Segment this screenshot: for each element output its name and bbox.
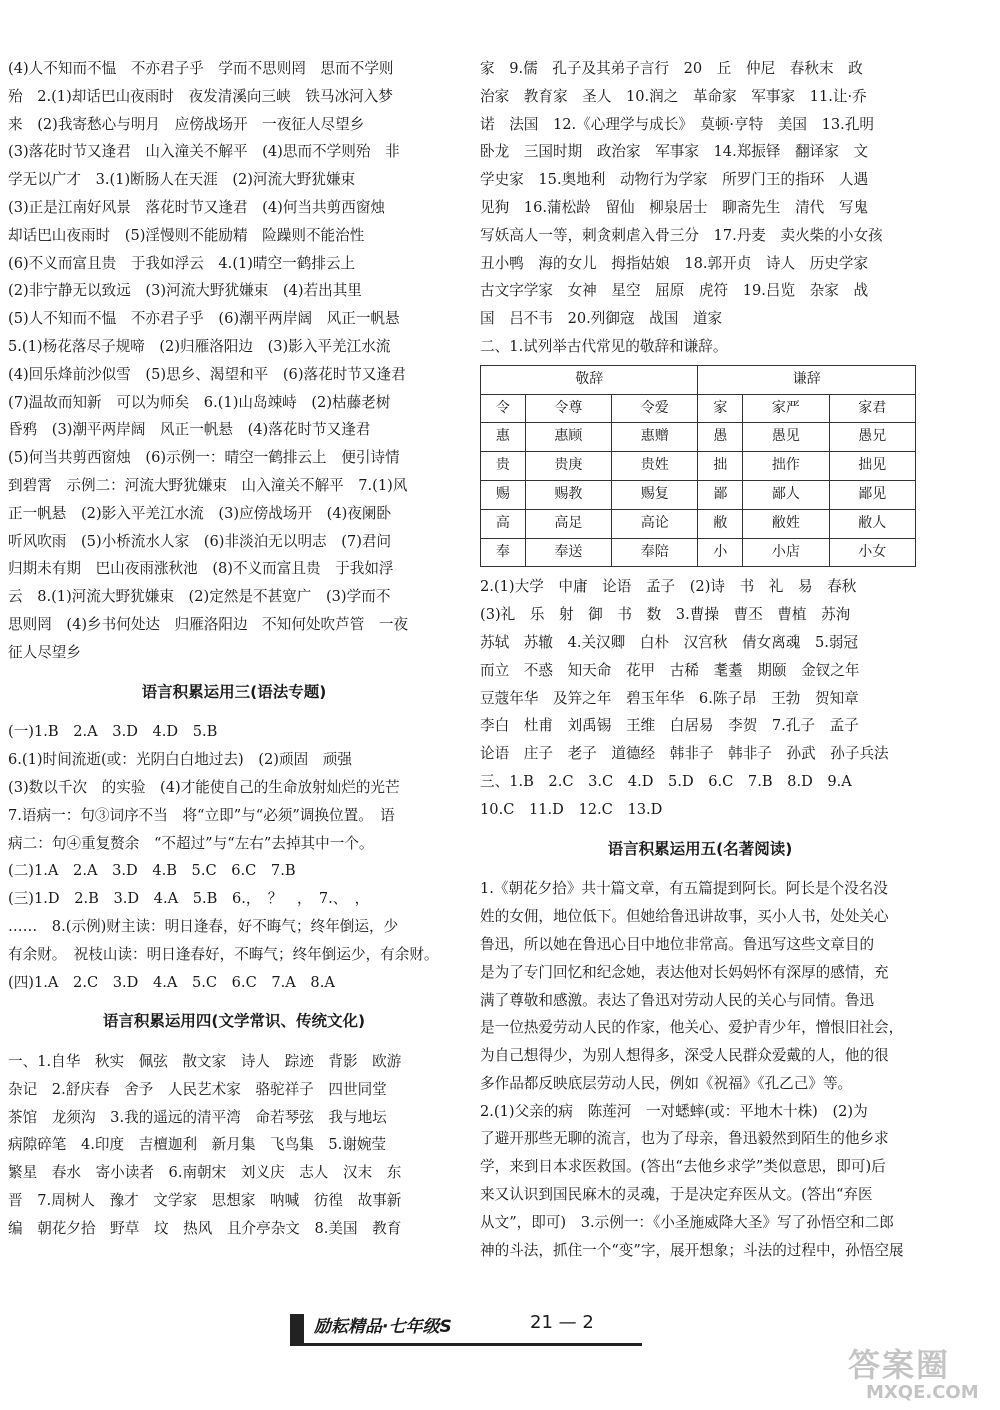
- table-cell: 鄙见: [829, 480, 915, 509]
- table-cell: 贵: [481, 452, 526, 481]
- table-cell: 愚: [698, 423, 743, 452]
- answer-line: 见狗 16.蒲松龄 留仙 柳泉居士 聊斋先生 清代 写鬼: [480, 198, 869, 216]
- table-cell: 赐: [481, 480, 526, 509]
- table-cell: 高: [481, 509, 526, 538]
- answer-line: 苏轼 苏辙 4.关汉卿 白朴 汉宫秋 倩女离魂 5.弱冠: [480, 633, 859, 651]
- answer-line: (3)正是江南好风景 落花时节又逢君 (4)何当共剪西窗烛: [8, 198, 386, 216]
- answer-line: 鲁迅，所以她在鲁迅心目中地位非常高。鲁迅写这些文章目的: [480, 935, 875, 953]
- table-cell: 贵庚: [525, 452, 611, 481]
- table-cell: 赐复: [612, 480, 698, 509]
- answer-line: (3)礼 乐 射 御 书 数 3.曹操 曹丕 曹植 苏洵: [480, 606, 851, 624]
- table-cell: 愚兄: [829, 423, 915, 452]
- table-row: [481, 423, 916, 452]
- table-head-respect: 敬辞: [481, 365, 698, 394]
- answer-line: 1.《朝花夕拾》共十篇文章，有五篇提到阿长。阿长是个没名没: [480, 880, 888, 898]
- answer-line: 为自己想得少，为别人想得多，深受人民群众爱戴的人，他的很: [480, 1047, 889, 1065]
- answer-line: 写妖高人一等，刺贪刺虐入骨三分 17.丹麦 卖火柴的小女孩: [480, 226, 883, 244]
- footer-rule: [290, 1343, 642, 1346]
- section-title-3: 语言积累运用三(语法专题): [141, 682, 327, 701]
- table-cell: 奉送: [525, 538, 611, 567]
- honorific-table: [480, 365, 916, 568]
- table-row: [481, 480, 916, 509]
- table-row: [481, 509, 916, 538]
- answer-line: 杂记 2.舒庆春 舍予 人民艺术家 骆驼祥子 四世同堂: [8, 1080, 387, 1098]
- table-cell: 敝姓: [743, 509, 829, 538]
- table-intro: 二、1.试列举古代常见的敬辞和谦辞。: [480, 337, 728, 355]
- answer-line: (4)回乐烽前沙似雪 (5)思乡、渴望和平 (6)落花时节又逢君: [8, 365, 406, 383]
- answer-line: (二)1.A 2.A 3.D 4.B 5.C 6.C 7.B: [8, 862, 296, 880]
- watermark-text: 答案圈: [848, 1346, 951, 1384]
- answer-line: 7.语病一：句③词序不当 将“立即”与“必须”调换位置。 语: [8, 806, 395, 824]
- section-title-5: 语言积累运用五(名著阅读): [607, 839, 793, 858]
- answer-line: 学无以广才 3.(1)断肠人在天涯 (2)河流大野犹嫌束: [8, 171, 356, 189]
- table-cell: 贵姓: [612, 452, 698, 481]
- answer-line: 一、1.自华 秋实 佩弦 散文家 诗人 踪迹 背影 欧游: [8, 1053, 402, 1071]
- answer-line: 学，来到日本求医救国。(答出“去他乡求学”类似意思，即可)后: [480, 1158, 886, 1176]
- answer-line: 6.(1)时间流逝(或：光阴白白地过去) (2)顽固 顽强: [8, 751, 352, 769]
- answer-line: 诺 法国 12.《心理学与成长》 莫顿·亨特 美国 13.孔明: [480, 115, 875, 133]
- answer-line: 有余财。 祝枝山读：明日逢春好，不晦气；终年倒运少，有余财。: [8, 945, 439, 963]
- table-row: [481, 452, 916, 481]
- answer-line: 多作品都反映底层劳动人民，例如《祝福》《孔乙己》等。: [480, 1074, 853, 1092]
- answer-line: (3)落花时节又逢君 山入潼关不解平 (4)思而不学则殆 非: [8, 143, 400, 161]
- answer-line: 茶馆 龙须沟 3.我的遥远的清平湾 命若琴弦 我与地坛: [8, 1108, 387, 1126]
- answer-block-left-top: [8, 55, 460, 667]
- answer-line: 5.(1)杨花落尽子规啼 (2)归雁洛阳边 (3)影入平羌江水流: [8, 337, 391, 355]
- answer-line: 来 (2)我寄愁心与明月 应傍战场开 一夜征人尽望乡: [8, 115, 365, 133]
- answer-line: 治家 教育家 圣人 10.润之 革命家 军事家 11.让·乔: [480, 87, 867, 105]
- table-row: [481, 394, 916, 423]
- answer-line: 晋 7.周树人 豫才 文学家 思想家 呐喊 彷徨 故事新: [8, 1192, 402, 1210]
- table-cell: 令: [481, 394, 526, 423]
- table-cell: 令爱: [612, 394, 698, 423]
- answer-line: 云 8.(1)河流大野犹嫌束 (2)定然是不甚宽广 (3)学而不: [8, 588, 391, 606]
- answer-line: …… 8.(示例)财主读：明日逢春，好不晦气；终年倒运，少: [8, 917, 399, 935]
- answer-block-section5: [480, 875, 920, 1264]
- table-cell: 家君: [829, 394, 915, 423]
- answer-line: 学史家 15.奥地利 动物行为学家 所罗门王的指环 人遇: [480, 171, 869, 189]
- answer-line: 到碧霄 示例二：河流大野犹嫌束 山入潼关不解平 7.(1)风: [8, 476, 408, 494]
- table-cell: 令尊: [525, 394, 611, 423]
- answer-line: 思则罔 (4)乡书何处达 归雁洛阳边 不知何处吹芦管 一夜: [8, 615, 409, 633]
- answer-line: 听风吹雨 (5)小桥流水人家 (6)非淡泊无以明志 (7)君问: [8, 532, 392, 550]
- answer-line: 卧龙 三国时期 政治家 军事家 14.郑振铎 翻译家 文: [480, 143, 869, 161]
- answer-block-right-top: [480, 55, 920, 333]
- answer-block-right-mid: [480, 573, 920, 823]
- answer-line: 10.C 11.D 12.C 13.D: [480, 800, 663, 818]
- answer-line: (6)不义而富且贵 于我如浮云 4.(1)晴空一鹤排云上: [8, 254, 356, 272]
- table-cell: 惠: [481, 423, 526, 452]
- answer-line: (7)温故而知新 可以为师矣 6.(1)山岛竦峙 (2)枯藤老树: [8, 393, 391, 411]
- watermark-url: MXQE.COM: [866, 1382, 979, 1403]
- answer-line: (一)1.B 2.A 3.D 4.D 5.B: [8, 723, 218, 741]
- answer-line: 殆 2.(1)却话巴山夜雨时 夜发清溪向三峡 铁马冰河入梦: [8, 87, 393, 105]
- answer-line: 满了尊敬和感激。表达了鲁迅对劳动人民的关心与同情。鲁迅: [480, 991, 875, 1009]
- answer-line: 家 9.儒 孔子及其弟子言行 20 丘 仲尼 春秋末 政: [480, 60, 863, 77]
- footer-block-mark: [290, 1314, 304, 1344]
- table-cell: 鄙: [698, 480, 743, 509]
- table-cell: 鄙人: [743, 480, 829, 509]
- answer-line: 却话巴山夜雨时 (5)淫慢则不能励精 险躁则不能治性: [8, 226, 365, 244]
- table-cell: 赐教: [525, 480, 611, 509]
- page-number: 21 — 2: [530, 1312, 594, 1333]
- table-cell: 敝人: [829, 509, 915, 538]
- answer-line: (三)1.D 2.B 3.D 4.A 5.B 6.， ？ ， 7.、 ，: [8, 890, 370, 908]
- answer-line: 三、1.B 2.C 3.C 4.D 5.D 6.C 7.B 8.D 9.A: [480, 772, 852, 790]
- answer-line: 昏鸦 (3)潮平两岸阔 风正一帆悬 (4)落花时节又逢君: [8, 421, 371, 439]
- page-footer: [290, 1312, 650, 1350]
- answer-line: 豆蔻年华 及笄之年 碧玉年华 6.陈子昂 王勃 贺知章: [480, 689, 859, 707]
- table-row: [481, 538, 916, 567]
- answer-line: (3)数以千次 的实验 (4)才能使自己的生命放射灿烂的光芒: [8, 778, 400, 796]
- table-cell: 拙见: [829, 452, 915, 481]
- answer-line: 编 朝花夕拾 野草 坟 热风 且介亭杂文 8.美国 教育: [8, 1219, 402, 1237]
- answer-line: 丑小鸭 海的女儿 拇指姑娘 18.郭开贞 诗人 历史学家: [480, 254, 869, 272]
- footer-brand: 励耘精品·七年级S: [314, 1317, 452, 1337]
- answer-line: 而立 不惑 知天命 花甲 古稀 耄耋 期颐 金钗之年: [480, 661, 860, 679]
- table-cell: 高论: [612, 509, 698, 538]
- watermark-logo: [848, 1340, 994, 1404]
- table-cell: 敝: [698, 509, 743, 538]
- answer-line: (5)何当共剪西窗烛 (6)示例一：晴空一鹤排云上 便引诗情: [8, 449, 400, 467]
- answer-line: 正一帆悬 (2)影入平羌江水流 (3)应傍战场开 (4)夜阑卧: [8, 504, 392, 522]
- answer-block-section4: [8, 1048, 460, 1243]
- answer-block-section3: [8, 718, 460, 996]
- answer-line: 神的斗法，抓住一个“变”字，展开想象；斗法的过程中，孙悟空展: [480, 1241, 904, 1259]
- answer-line: 了避开那些无聊的流言，也为了母亲，鲁迅毅然到陌生的他乡求: [480, 1130, 889, 1148]
- answer-line: 2.(1)父亲的病 陈莲河 一对蟋蟀(或：平地木十株) (2)为: [480, 1102, 868, 1120]
- answer-line: 归期未有期 巴山夜雨涨秋池 (8)不义而富且贵 于我如浮: [8, 560, 394, 578]
- answer-line: (2)非宁静无以致远 (3)河流大野犹嫌束 (4)若出其里: [8, 282, 362, 300]
- table-cell: 惠赠: [612, 423, 698, 452]
- answer-line: (5)人不知而不愠 不亦君子乎 (6)潮平两岸阔 风正一帆悬: [8, 310, 400, 328]
- answer-line: 繁星 春水 寄小读者 6.南朝宋 刘义庆 志人 汉末 东: [8, 1164, 402, 1182]
- table-cell: 拙: [698, 452, 743, 481]
- table-cell: 家: [698, 394, 743, 423]
- table-cell: 愚见: [743, 423, 829, 452]
- table-cell: 奉: [481, 538, 526, 567]
- answer-line: (四)1.A 2.C 3.D 4.A 5.C 6.C 7.A 8.A: [8, 973, 335, 991]
- left-column: [8, 55, 460, 1243]
- right-column: [480, 55, 920, 1264]
- answer-line: 2.(1)大学 中庸 论语 孟子 (2)诗 书 礼 易 春秋: [480, 578, 857, 596]
- answer-line: 国 吕不韦 20.列御寇 战国 道家: [480, 310, 723, 328]
- table-cell: 小: [698, 538, 743, 567]
- table-cell: 家严: [743, 394, 829, 423]
- answer-line: 李白 杜甫 刘禹锡 王维 白居易 李贺 7.孔子 孟子: [480, 717, 859, 735]
- table-cell: 小女: [829, 538, 915, 567]
- answer-line: 来又认识到国民麻木的灵魂，于是决定弃医从文。(答出“弃医: [480, 1186, 873, 1204]
- answer-line: (4)人不知而不愠 不亦君子乎 学而不思则罔 思而不学则: [8, 60, 394, 77]
- answer-line: 是为了专门回忆和纪念她，表达他对长妈妈怀有深厚的感情，充: [480, 963, 889, 981]
- answer-line: 是一位热爱劳动人民的作家，他关心、爱护青少年，憎恨旧社会，: [480, 1019, 904, 1037]
- answer-line: 姓的女佣，地位低下。但她给鲁迅讲故事，买小人书，处处关心: [480, 908, 889, 926]
- table-cell: 拙作: [743, 452, 829, 481]
- table-cell: 小店: [743, 538, 829, 567]
- table-cell: 惠顾: [525, 423, 611, 452]
- answer-line: 征人尽望乡: [8, 643, 81, 661]
- answer-line: 病隙碎笔 4.印度 吉檀迦利 新月集 飞鸟集 5.谢婉莹: [8, 1136, 387, 1154]
- section-title-4: 语言积累运用四(文学常识、传统文化): [102, 1012, 366, 1031]
- table-cell: 奉陪: [612, 538, 698, 567]
- answer-line: 古文字学家 女神 星空 屈原 虎符 19.吕览 杂家 战: [480, 282, 869, 300]
- table-head-humble: 谦辞: [698, 365, 916, 394]
- answer-line: 从文”，即可) 3.示例一：《小圣施威降大圣》写了孙悟空和二郎: [480, 1213, 894, 1231]
- answer-line: 论语 庄子 老子 道德经 韩非子 韩非子 孙武 孙子兵法: [480, 745, 889, 763]
- table-cell: 高足: [525, 509, 611, 538]
- answer-line: 病二：句④重复赘余 “不超过”与“左右”去掉其中一个。: [8, 834, 374, 852]
